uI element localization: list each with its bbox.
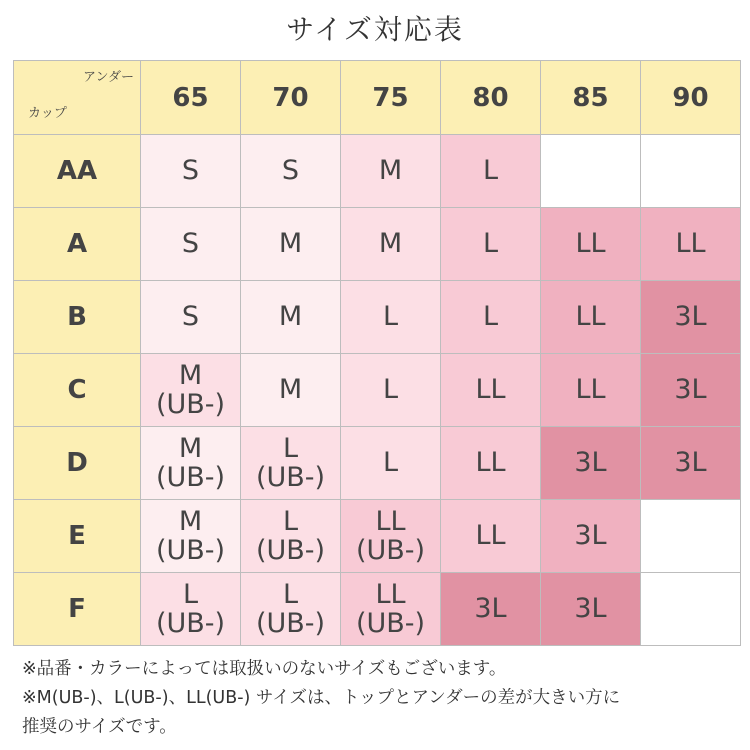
size-value: M <box>178 506 203 537</box>
under-size-75: 75 <box>341 61 441 135</box>
size-value: S <box>181 301 200 332</box>
size-qualifier: (UB-) <box>355 535 426 566</box>
cup-size-label: B <box>14 281 141 354</box>
note-line-2: ※M(UB-)、L(UB-)、LL(UB-) サイズは、トップとアンダーの差が大きい方に <box>22 688 621 708</box>
size-cell <box>641 427 741 500</box>
size-qualifier: (UB-) <box>255 608 326 639</box>
size-cell <box>341 500 441 573</box>
size-value: LL <box>575 374 606 405</box>
size-cell <box>541 135 641 208</box>
size-cell <box>641 354 741 427</box>
notes <box>22 655 742 742</box>
size-cell <box>141 135 241 208</box>
cup-label: カップ <box>28 106 67 121</box>
table-row <box>14 281 741 354</box>
size-value: L <box>182 579 199 610</box>
size-cell <box>441 281 541 354</box>
cup-size-label: AA <box>14 135 141 208</box>
size-cell <box>341 135 441 208</box>
size-cell <box>541 281 641 354</box>
size-value: L <box>482 228 499 259</box>
size-cell <box>141 208 241 281</box>
under-size-70: 70 <box>241 61 341 135</box>
size-chart-table <box>13 60 741 646</box>
size-value: M <box>178 433 203 464</box>
table-row <box>14 500 741 573</box>
size-qualifier: (UB-) <box>155 389 226 420</box>
size-value: S <box>181 155 200 186</box>
size-cell <box>241 208 341 281</box>
size-value: S <box>181 228 200 259</box>
size-value: LL <box>475 520 506 551</box>
size-value: LL <box>475 447 506 478</box>
size-cell <box>241 135 341 208</box>
size-cell <box>141 427 241 500</box>
size-value: 3L <box>474 593 507 624</box>
size-cell <box>641 281 741 354</box>
size-cell <box>341 573 441 646</box>
size-qualifier: (UB-) <box>155 462 226 493</box>
size-value: LL <box>375 579 406 610</box>
size-cell <box>341 208 441 281</box>
size-value: L <box>282 433 299 464</box>
size-value: S <box>281 155 300 186</box>
size-cell <box>641 208 741 281</box>
cup-size-label: F <box>14 573 141 646</box>
size-value: L <box>382 447 399 478</box>
size-qualifier: (UB-) <box>355 608 426 639</box>
under-label: アンダー <box>83 70 134 85</box>
cup-size-label: C <box>14 354 141 427</box>
page-title: サイズ対応表 <box>286 13 464 46</box>
size-cell <box>541 500 641 573</box>
size-value: LL <box>575 301 606 332</box>
size-value: L <box>482 301 499 332</box>
size-cell <box>441 208 541 281</box>
size-qualifier: (UB-) <box>255 462 326 493</box>
size-cell <box>241 573 341 646</box>
cup-size-label: E <box>14 500 141 573</box>
size-cell <box>641 573 741 646</box>
size-cell <box>541 427 641 500</box>
table-row <box>14 427 741 500</box>
size-qualifier: (UB-) <box>155 608 226 639</box>
cup-size-label: D <box>14 427 141 500</box>
size-cell <box>141 573 241 646</box>
size-cell <box>641 500 741 573</box>
size-cell <box>441 573 541 646</box>
size-value: LL <box>375 506 406 537</box>
header-row <box>14 61 741 135</box>
under-size-90: 90 <box>641 61 741 135</box>
note-line-3: 推奨のサイズです。 <box>22 717 177 737</box>
size-value: M <box>378 228 403 259</box>
size-cell <box>241 427 341 500</box>
size-value: L <box>282 579 299 610</box>
size-cell <box>341 427 441 500</box>
size-cell <box>541 208 641 281</box>
size-cell <box>141 500 241 573</box>
size-value: LL <box>575 228 606 259</box>
note-line-1: ※品番・カラーによっては取扱いのないサイズもございます。 <box>22 659 507 679</box>
under-size-80: 80 <box>441 61 541 135</box>
size-value: M <box>278 374 303 405</box>
size-value: 3L <box>674 374 707 405</box>
size-cell <box>441 500 541 573</box>
size-value: L <box>382 374 399 405</box>
size-value: M <box>378 155 403 186</box>
size-value: L <box>282 506 299 537</box>
size-cell <box>241 354 341 427</box>
size-cell <box>441 354 541 427</box>
size-qualifier: (UB-) <box>155 535 226 566</box>
size-value: M <box>178 360 203 391</box>
size-cell <box>641 135 741 208</box>
cup-size-label: A <box>14 208 141 281</box>
corner-cell <box>14 61 141 135</box>
size-cell <box>141 281 241 354</box>
table-row <box>14 208 741 281</box>
size-cell <box>541 573 641 646</box>
size-value: 3L <box>574 593 607 624</box>
size-cell <box>441 135 541 208</box>
size-value: 3L <box>674 447 707 478</box>
size-cell <box>241 500 341 573</box>
size-cell <box>141 354 241 427</box>
size-cell <box>541 354 641 427</box>
size-cell <box>441 427 541 500</box>
size-value: LL <box>475 374 506 405</box>
under-size-65: 65 <box>141 61 241 135</box>
size-value: L <box>482 155 499 186</box>
size-value: L <box>382 301 399 332</box>
size-value: 3L <box>574 520 607 551</box>
size-value: M <box>278 228 303 259</box>
size-cell <box>241 281 341 354</box>
size-value: 3L <box>674 301 707 332</box>
size-cell <box>341 281 441 354</box>
size-cell <box>341 354 441 427</box>
under-size-85: 85 <box>541 61 641 135</box>
table-row <box>14 135 741 208</box>
size-qualifier: (UB-) <box>255 535 326 566</box>
size-value: LL <box>675 228 706 259</box>
size-value: M <box>278 301 303 332</box>
table-row <box>14 573 741 646</box>
size-value: 3L <box>574 447 607 478</box>
table-row <box>14 354 741 427</box>
